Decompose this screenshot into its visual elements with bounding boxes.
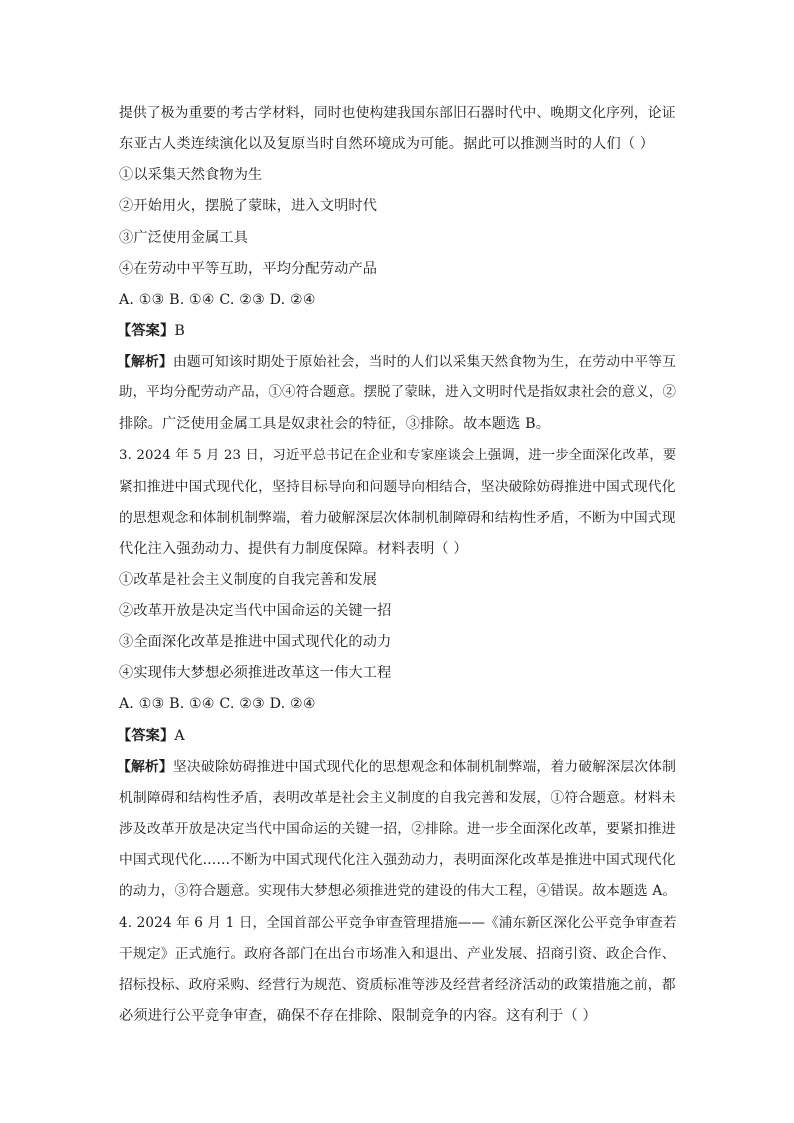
q3-stem-line-3: 的思想观念和体制机制弊端，着力破解深层次体制机制障碍和结构性矛盾，不断为中国式现 [119, 510, 676, 526]
answer-value: A [174, 728, 185, 744]
q3-item-3: ③全面深化改革是推进中国式现代化的动力 [119, 634, 392, 650]
q3-stem-line-2: 紧扣推进中国式现代化，坚持目标导向和问题导向相结合，坚决破除妨碍推进中国式现代化 [119, 479, 676, 495]
q4-stem-line-3: 招标投标、政府采购、经营行为规范、资质标准等涉及经营者经济活动的政策措施之前，都 [119, 977, 676, 993]
q2-options: A. ①③ B. ①④ C. ②③ D. ②④ [119, 292, 316, 308]
q2-item-3: ③广泛使用金属工具 [119, 230, 249, 246]
q3-answer [117, 726, 185, 746]
q4-stem-line-2: 干规定》正式施行。政府各部门在出台市场准入和退出、产业发展、招商引资、政企合作、 [119, 946, 676, 962]
q3-analysis-line-1 [117, 757, 676, 777]
q2-analysis-line-2: 助，平均分配劳动产品，①④符合题意。摆脱了蒙昧，进入文明时代是指奴隶社会的意义，② [119, 385, 677, 400]
q3-analysis-line-2: 机制障碍和结构性矛盾，表明改革是社会主义制度的自我完善和发展，①符合题意。材料未 [119, 790, 676, 806]
q4-stem-line-4: 必须进行公平竞争审查，确保不存在排除、限制竞争的内容。这有利于（ ） [119, 1008, 597, 1024]
q3-analysis-line-4: 中国式现代化……不断为中国式现代化注入强劲动力，表明面深化改革是推进中国式现代化 [119, 852, 676, 868]
analysis-tag: 【解析】 [117, 759, 173, 775]
q2-answer [117, 321, 185, 341]
q2-stem-line-1: 提供了极为重要的考古学材料，同时也使构建我国东部旧石器时代中、晚期文化序列，论证 [119, 105, 676, 121]
q2-item-2: ②开始用火，摆脱了蒙昧，进入文明时代 [119, 198, 378, 214]
q3-options: A. ①③ B. ①④ C. ②③ D. ②④ [119, 696, 316, 712]
q3-item-4: ④实现伟大梦想必须推进改革这一伟大工程 [119, 665, 392, 681]
analysis-tag: 【解析】 [117, 354, 173, 370]
q3-item-1: ①改革是社会主义制度的自我完善和发展 [119, 572, 378, 588]
q2-item-4: ④在劳动中平等互助，平均分配劳动产品 [119, 261, 378, 277]
q2-stem-line-2: 东亚古人类连续演化以及复原当时自然环境成为可能。据此可以推测当时的人们（ ） [119, 136, 655, 152]
q4-stem-line-1: 4. 2024 年 6 月 1 日，全国首部公平竞争审查管理措施——《浦东新区深化公平竞争审查若 [119, 915, 677, 931]
q2-item-1: ①以采集天然食物为生 [119, 167, 263, 183]
analysis-text: 由题可知该时期处于原始社会，当时的人们以采集天然食物为生，在劳动中平等互 [172, 354, 677, 370]
answer-value: B [174, 323, 185, 339]
q3-analysis-line-3: 涉及改革开放是决定当代中国命运的关键一招，②排除。进一步全面深化改革，要紧扣推进 [119, 821, 676, 837]
q2-analysis-line-1 [117, 352, 676, 372]
q3-stem-line-1: 3. 2024 年 5 月 23 日，习近平总书记在企业和专家座谈会上强调，进一步全面深化改革，要 [119, 448, 677, 463]
q3-analysis-line-5: 的动力，③符合题意。实现伟大梦想必须推进党的建设的伟大工程，④错误。故本题选 A。 [119, 883, 677, 899]
q2-analysis-line-3: 排除。广泛使用金属工具是奴隶社会的特征，③排除。故本题选 B。 [119, 416, 551, 432]
answer-tag: 【答案】 [117, 728, 175, 744]
q3-item-2: ②改革开放是决定当代中国命运的关键一招 [119, 603, 392, 619]
q3-stem-line-4: 代化注入强劲动力、提供有力制度保障。材料表明（ ） [119, 541, 468, 557]
answer-tag: 【答案】 [117, 323, 175, 339]
analysis-text: 坚决破除妨碍推进中国式现代化的思想观念和体制机制弊端，着力破解深层次体制 [172, 759, 677, 775]
